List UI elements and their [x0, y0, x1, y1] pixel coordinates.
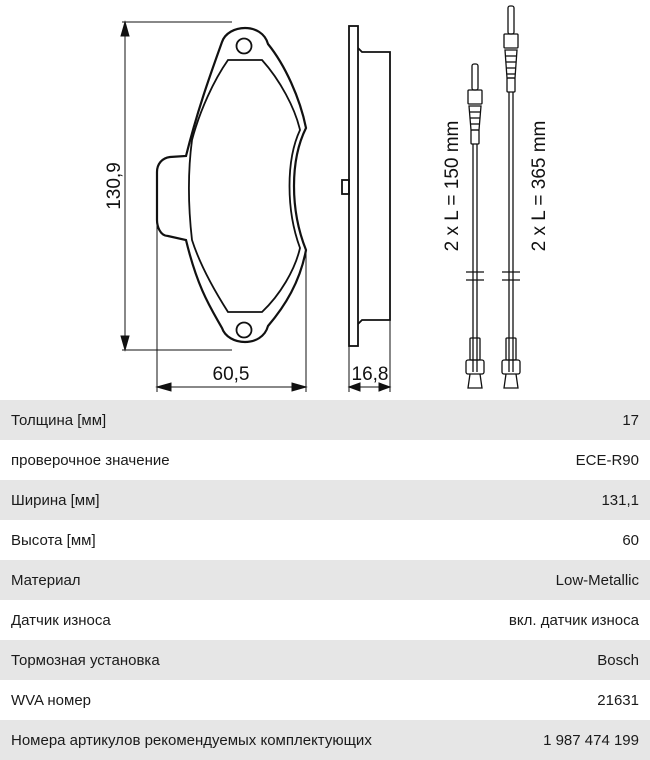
- spec-label: Высота [мм]: [11, 531, 96, 549]
- spec-label: Толщина [мм]: [11, 411, 107, 429]
- height-label: 130,9: [104, 162, 125, 210]
- spec-label: WVA номер: [11, 691, 92, 709]
- height-dimension: [121, 22, 232, 350]
- spec-row-height: [0, 520, 650, 560]
- spec-value: Bosch: [597, 651, 639, 669]
- spec-label: Тормозная установка: [11, 651, 160, 669]
- spec-row-brake-system: [0, 640, 650, 680]
- sensor-short-label: 2 x L = 150 mm: [442, 120, 463, 252]
- wear-sensor-short: [466, 64, 484, 388]
- spec-row-wva-number: [0, 680, 650, 720]
- specs-table: [0, 400, 650, 760]
- spec-row-width: [0, 480, 650, 520]
- width-label: 60,5: [212, 364, 250, 385]
- spec-value: 60: [622, 531, 639, 549]
- spec-label: проверочное значение: [11, 451, 170, 469]
- spec-row-wear-sensor: [0, 600, 650, 640]
- spec-row-recommended-parts: [0, 720, 650, 760]
- brake-pad-front: [157, 28, 306, 342]
- spec-row-thickness: [0, 400, 650, 440]
- brake-pad-side: [342, 26, 390, 346]
- thickness-label: 16,8: [351, 364, 389, 385]
- spec-row-test-value: [0, 440, 650, 480]
- spec-value: 17: [622, 411, 639, 429]
- spec-value: Low-Metallic: [555, 571, 639, 589]
- spec-label: Ширина [мм]: [11, 491, 100, 509]
- spec-label: Материал: [11, 571, 81, 589]
- spec-value: 21631: [597, 691, 639, 709]
- wear-sensor-long: [502, 6, 520, 388]
- sensor-long-label: 2 x L = 365 mm: [529, 120, 550, 252]
- spec-value: вкл. датчик износа: [508, 611, 639, 629]
- spec-value: 131,1: [601, 491, 639, 509]
- spec-row-material: [0, 560, 650, 600]
- spec-value: ECE-R90: [575, 451, 639, 469]
- spec-label: Датчик износа: [11, 611, 111, 629]
- spec-value: 1 987 474 199: [543, 731, 639, 749]
- spec-label: Номера артикулов рекомендуемых комплектующих: [11, 731, 372, 749]
